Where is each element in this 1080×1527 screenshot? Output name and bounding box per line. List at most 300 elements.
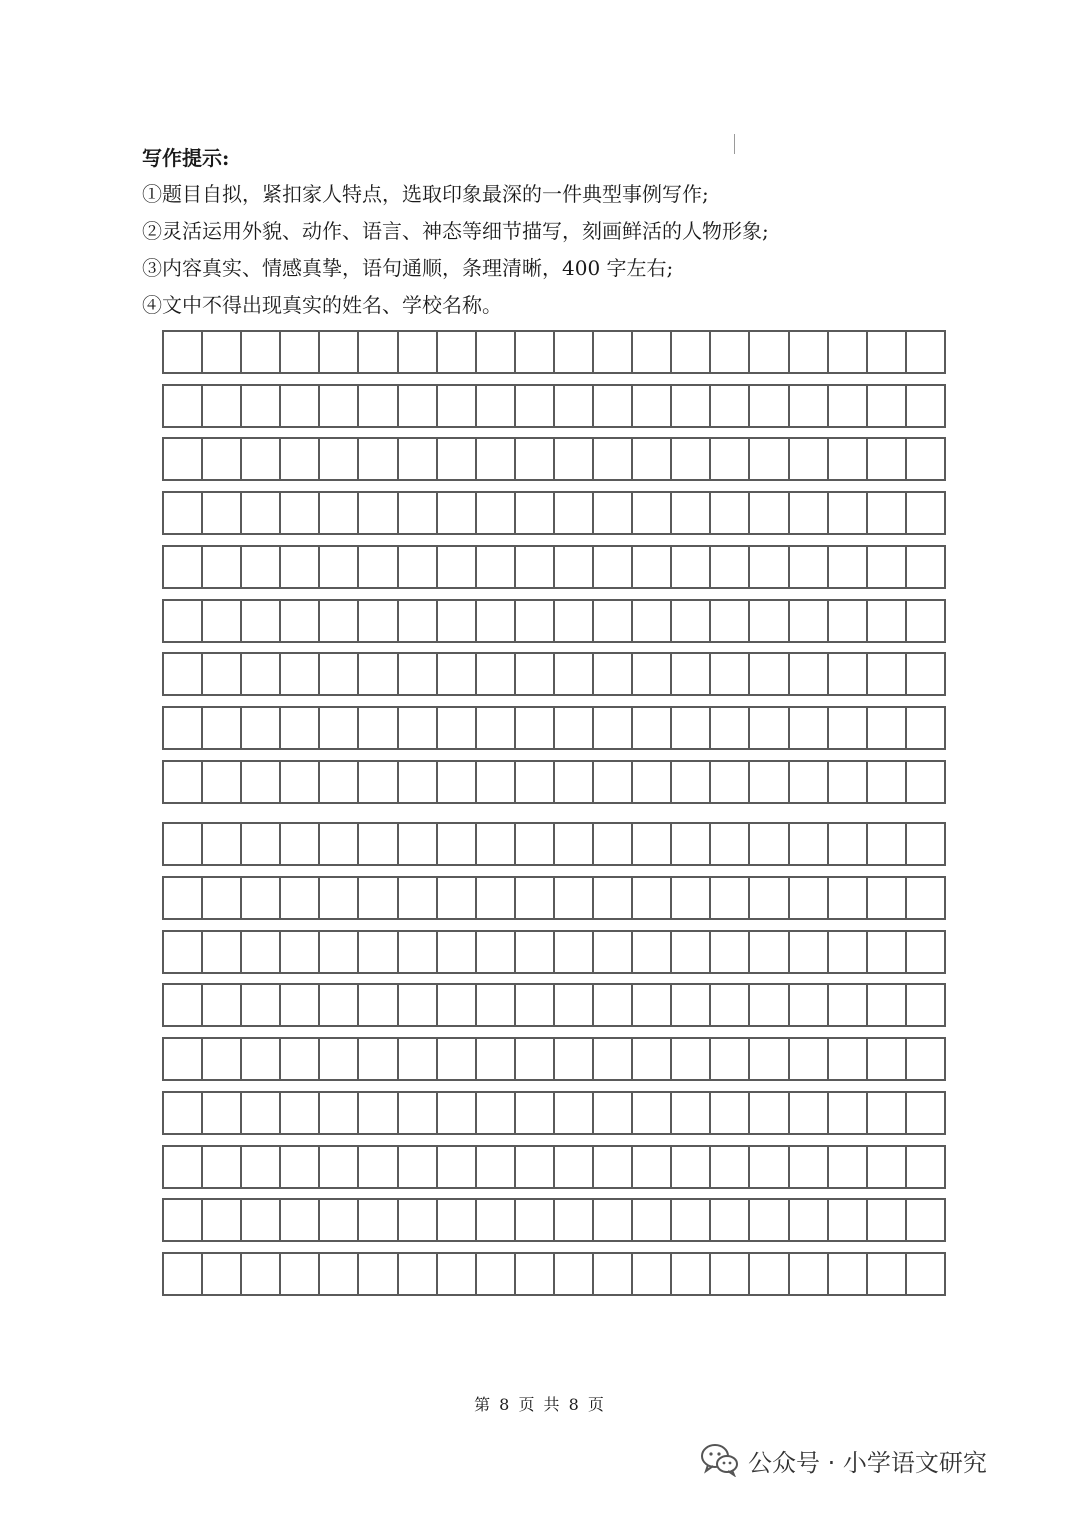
grid-cell[interactable]	[438, 762, 477, 802]
grid-cell[interactable]	[516, 1147, 555, 1187]
grid-cell[interactable]	[516, 654, 555, 694]
grid-cell[interactable]	[829, 493, 868, 533]
grid-cell[interactable]	[203, 824, 242, 864]
grid-cell[interactable]	[164, 985, 203, 1025]
grid-cell[interactable]	[790, 654, 829, 694]
grid-cell[interactable]	[438, 1039, 477, 1079]
grid-cell[interactable]	[320, 493, 359, 533]
grid-cell[interactable]	[829, 932, 868, 972]
grid-cell[interactable]	[594, 493, 633, 533]
grid-cell[interactable]	[399, 439, 438, 479]
grid-cell[interactable]	[203, 708, 242, 748]
grid-cell[interactable]	[399, 1254, 438, 1294]
grid-cell[interactable]	[907, 601, 944, 641]
grid-cell[interactable]	[281, 878, 320, 918]
grid-cell[interactable]	[359, 824, 398, 864]
grid-cell[interactable]	[516, 1093, 555, 1133]
grid-cell[interactable]	[477, 1039, 516, 1079]
grid-cell[interactable]	[790, 439, 829, 479]
grid-cell[interactable]	[399, 932, 438, 972]
grid-cell[interactable]	[164, 1039, 203, 1079]
grid-cell[interactable]	[242, 493, 281, 533]
grid-cell[interactable]	[320, 1039, 359, 1079]
grid-cell[interactable]	[438, 493, 477, 533]
grid-cell[interactable]	[203, 1254, 242, 1294]
grid-cell[interactable]	[203, 439, 242, 479]
grid-cell[interactable]	[516, 386, 555, 426]
grid-cell[interactable]	[790, 1254, 829, 1294]
grid-cell[interactable]	[438, 1254, 477, 1294]
grid-cell[interactable]	[399, 878, 438, 918]
grid-cell[interactable]	[203, 386, 242, 426]
grid-cell[interactable]	[711, 439, 750, 479]
grid-cell[interactable]	[242, 932, 281, 972]
grid-cell[interactable]	[203, 985, 242, 1025]
grid-cell[interactable]	[868, 1200, 907, 1240]
grid-cell[interactable]	[750, 1147, 789, 1187]
grid-cell[interactable]	[164, 601, 203, 641]
grid-cell[interactable]	[242, 762, 281, 802]
grid-cell[interactable]	[477, 332, 516, 372]
grid-cell[interactable]	[672, 439, 711, 479]
grid-cell[interactable]	[320, 1093, 359, 1133]
grid-cell[interactable]	[281, 654, 320, 694]
grid-cell[interactable]	[711, 932, 750, 972]
grid-cell[interactable]	[438, 878, 477, 918]
grid-cell[interactable]	[907, 654, 944, 694]
grid-cell[interactable]	[868, 386, 907, 426]
grid-cell[interactable]	[359, 985, 398, 1025]
grid-cell[interactable]	[242, 654, 281, 694]
grid-cell[interactable]	[711, 332, 750, 372]
grid-cell[interactable]	[281, 1147, 320, 1187]
grid-cell[interactable]	[399, 1039, 438, 1079]
grid-cell[interactable]	[868, 824, 907, 864]
grid-cell[interactable]	[399, 654, 438, 694]
grid-cell[interactable]	[516, 824, 555, 864]
grid-cell[interactable]	[242, 1254, 281, 1294]
grid-cell[interactable]	[164, 762, 203, 802]
grid-cell[interactable]	[320, 332, 359, 372]
grid-cell[interactable]	[477, 601, 516, 641]
grid-cell[interactable]	[672, 654, 711, 694]
grid-cell[interactable]	[359, 1093, 398, 1133]
grid-cell[interactable]	[320, 985, 359, 1025]
grid-cell[interactable]	[359, 878, 398, 918]
grid-cell[interactable]	[399, 386, 438, 426]
grid-cell[interactable]	[555, 1147, 594, 1187]
grid-cell[interactable]	[829, 762, 868, 802]
grid-cell[interactable]	[359, 932, 398, 972]
grid-cell[interactable]	[477, 824, 516, 864]
grid-cell[interactable]	[281, 332, 320, 372]
grid-cell[interactable]	[750, 1254, 789, 1294]
grid-cell[interactable]	[868, 932, 907, 972]
grid-cell[interactable]	[281, 493, 320, 533]
grid-cell[interactable]	[594, 1093, 633, 1133]
grid-cell[interactable]	[829, 708, 868, 748]
grid-cell[interactable]	[438, 439, 477, 479]
grid-cell[interactable]	[829, 1147, 868, 1187]
grid-cell[interactable]	[829, 332, 868, 372]
grid-cell[interactable]	[790, 1039, 829, 1079]
grid-cell[interactable]	[633, 1254, 672, 1294]
grid-cell[interactable]	[790, 601, 829, 641]
grid-cell[interactable]	[477, 985, 516, 1025]
grid-cell[interactable]	[711, 654, 750, 694]
grid-cell[interactable]	[320, 439, 359, 479]
grid-cell[interactable]	[790, 493, 829, 533]
grid-cell[interactable]	[907, 386, 944, 426]
grid-cell[interactable]	[750, 601, 789, 641]
grid-cell[interactable]	[477, 439, 516, 479]
grid-cell[interactable]	[750, 1039, 789, 1079]
grid-cell[interactable]	[750, 878, 789, 918]
grid-cell[interactable]	[829, 601, 868, 641]
grid-cell[interactable]	[790, 1200, 829, 1240]
grid-cell[interactable]	[829, 824, 868, 864]
grid-cell[interactable]	[829, 1200, 868, 1240]
grid-cell[interactable]	[868, 1147, 907, 1187]
grid-cell[interactable]	[320, 654, 359, 694]
grid-cell[interactable]	[829, 386, 868, 426]
grid-cell[interactable]	[320, 547, 359, 587]
grid-cell[interactable]	[320, 1254, 359, 1294]
grid-cell[interactable]	[790, 1147, 829, 1187]
grid-cell[interactable]	[516, 547, 555, 587]
grid-cell[interactable]	[790, 332, 829, 372]
grid-cell[interactable]	[203, 1093, 242, 1133]
grid-cell[interactable]	[399, 493, 438, 533]
grid-cell[interactable]	[750, 985, 789, 1025]
grid-cell[interactable]	[555, 493, 594, 533]
grid-cell[interactable]	[907, 878, 944, 918]
grid-cell[interactable]	[203, 1039, 242, 1079]
grid-cell[interactable]	[829, 1254, 868, 1294]
grid-cell[interactable]	[164, 1093, 203, 1133]
grid-cell[interactable]	[242, 439, 281, 479]
grid-cell[interactable]	[555, 932, 594, 972]
grid-cell[interactable]	[477, 493, 516, 533]
grid-cell[interactable]	[477, 878, 516, 918]
grid-cell[interactable]	[790, 547, 829, 587]
grid-cell[interactable]	[477, 1200, 516, 1240]
grid-cell[interactable]	[750, 932, 789, 972]
grid-cell[interactable]	[750, 824, 789, 864]
grid-cell[interactable]	[477, 547, 516, 587]
grid-cell[interactable]	[281, 932, 320, 972]
grid-cell[interactable]	[281, 1039, 320, 1079]
grid-cell[interactable]	[594, 1147, 633, 1187]
grid-cell[interactable]	[203, 547, 242, 587]
grid-cell[interactable]	[829, 547, 868, 587]
grid-cell[interactable]	[164, 493, 203, 533]
grid-cell[interactable]	[868, 1093, 907, 1133]
grid-cell[interactable]	[203, 1147, 242, 1187]
grid-cell[interactable]	[320, 386, 359, 426]
grid-cell[interactable]	[868, 332, 907, 372]
grid-cell[interactable]	[750, 547, 789, 587]
grid-cell[interactable]	[438, 1093, 477, 1133]
grid-cell[interactable]	[477, 654, 516, 694]
grid-cell[interactable]	[790, 985, 829, 1025]
grid-cell[interactable]	[438, 1200, 477, 1240]
grid-cell[interactable]	[594, 762, 633, 802]
grid-cell[interactable]	[164, 824, 203, 864]
grid-cell[interactable]	[907, 439, 944, 479]
grid-cell[interactable]	[672, 878, 711, 918]
grid-cell[interactable]	[281, 439, 320, 479]
grid-cell[interactable]	[320, 1200, 359, 1240]
grid-cell[interactable]	[516, 1200, 555, 1240]
grid-cell[interactable]	[711, 1200, 750, 1240]
grid-cell[interactable]	[164, 439, 203, 479]
grid-cell[interactable]	[399, 985, 438, 1025]
grid-cell[interactable]	[907, 332, 944, 372]
grid-cell[interactable]	[829, 654, 868, 694]
grid-cell[interactable]	[790, 708, 829, 748]
grid-cell[interactable]	[359, 708, 398, 748]
grid-cell[interactable]	[829, 985, 868, 1025]
grid-cell[interactable]	[868, 762, 907, 802]
grid-cell[interactable]	[672, 985, 711, 1025]
grid-cell[interactable]	[907, 1093, 944, 1133]
grid-cell[interactable]	[555, 1254, 594, 1294]
grid-cell[interactable]	[281, 547, 320, 587]
grid-cell[interactable]	[555, 1093, 594, 1133]
grid-cell[interactable]	[242, 878, 281, 918]
grid-cell[interactable]	[242, 386, 281, 426]
grid-cell[interactable]	[594, 1039, 633, 1079]
grid-cell[interactable]	[633, 601, 672, 641]
grid-cell[interactable]	[907, 1147, 944, 1187]
grid-cell[interactable]	[438, 332, 477, 372]
grid-cell[interactable]	[868, 708, 907, 748]
grid-cell[interactable]	[477, 386, 516, 426]
grid-cell[interactable]	[790, 1093, 829, 1133]
grid-cell[interactable]	[750, 493, 789, 533]
grid-cell[interactable]	[829, 1039, 868, 1079]
grid-cell[interactable]	[164, 708, 203, 748]
grid-cell[interactable]	[203, 654, 242, 694]
grid-cell[interactable]	[359, 386, 398, 426]
grid-cell[interactable]	[164, 547, 203, 587]
grid-cell[interactable]	[790, 824, 829, 864]
grid-cell[interactable]	[711, 1147, 750, 1187]
grid-cell[interactable]	[633, 1147, 672, 1187]
grid-cell[interactable]	[672, 932, 711, 972]
grid-cell[interactable]	[242, 1200, 281, 1240]
grid-cell[interactable]	[829, 878, 868, 918]
grid-cell[interactable]	[790, 878, 829, 918]
grid-cell[interactable]	[203, 762, 242, 802]
grid-cell[interactable]	[829, 439, 868, 479]
grid-cell[interactable]	[399, 708, 438, 748]
grid-cell[interactable]	[516, 1254, 555, 1294]
grid-cell[interactable]	[242, 332, 281, 372]
grid-cell[interactable]	[672, 762, 711, 802]
grid-cell[interactable]	[516, 1039, 555, 1079]
grid-cell[interactable]	[438, 985, 477, 1025]
grid-cell[interactable]	[594, 824, 633, 864]
grid-cell[interactable]	[555, 547, 594, 587]
grid-cell[interactable]	[672, 386, 711, 426]
grid-cell[interactable]	[907, 762, 944, 802]
grid-cell[interactable]	[438, 932, 477, 972]
grid-cell[interactable]	[907, 932, 944, 972]
grid-cell[interactable]	[594, 547, 633, 587]
grid-cell[interactable]	[555, 439, 594, 479]
grid-cell[interactable]	[399, 762, 438, 802]
grid-cell[interactable]	[907, 547, 944, 587]
grid-cell[interactable]	[555, 1039, 594, 1079]
grid-cell[interactable]	[399, 1147, 438, 1187]
grid-cell[interactable]	[359, 547, 398, 587]
grid-cell[interactable]	[868, 547, 907, 587]
grid-cell[interactable]	[203, 332, 242, 372]
grid-cell[interactable]	[711, 824, 750, 864]
grid-cell[interactable]	[633, 1200, 672, 1240]
grid-cell[interactable]	[399, 332, 438, 372]
grid-cell[interactable]	[711, 1093, 750, 1133]
grid-cell[interactable]	[242, 601, 281, 641]
grid-cell[interactable]	[359, 1200, 398, 1240]
grid-cell[interactable]	[477, 762, 516, 802]
grid-cell[interactable]	[320, 932, 359, 972]
grid-cell[interactable]	[164, 1254, 203, 1294]
grid-cell[interactable]	[164, 932, 203, 972]
grid-cell[interactable]	[750, 1093, 789, 1133]
grid-cell[interactable]	[281, 601, 320, 641]
grid-cell[interactable]	[750, 708, 789, 748]
grid-cell[interactable]	[907, 1200, 944, 1240]
grid-cell[interactable]	[594, 601, 633, 641]
grid-cell[interactable]	[594, 878, 633, 918]
grid-cell[interactable]	[594, 708, 633, 748]
grid-cell[interactable]	[750, 654, 789, 694]
grid-cell[interactable]	[242, 708, 281, 748]
grid-cell[interactable]	[711, 386, 750, 426]
grid-cell[interactable]	[516, 708, 555, 748]
grid-cell[interactable]	[868, 878, 907, 918]
grid-cell[interactable]	[868, 601, 907, 641]
grid-cell[interactable]	[438, 601, 477, 641]
grid-cell[interactable]	[555, 708, 594, 748]
grid-cell[interactable]	[711, 878, 750, 918]
grid-cell[interactable]	[868, 1039, 907, 1079]
grid-cell[interactable]	[672, 708, 711, 748]
grid-cell[interactable]	[594, 654, 633, 694]
grid-cell[interactable]	[477, 1254, 516, 1294]
grid-cell[interactable]	[594, 1254, 633, 1294]
grid-cell[interactable]	[594, 332, 633, 372]
grid-cell[interactable]	[438, 1147, 477, 1187]
grid-cell[interactable]	[672, 493, 711, 533]
grid-cell[interactable]	[868, 1254, 907, 1294]
grid-cell[interactable]	[633, 878, 672, 918]
grid-cell[interactable]	[242, 1147, 281, 1187]
grid-cell[interactable]	[516, 985, 555, 1025]
grid-cell[interactable]	[868, 654, 907, 694]
grid-cell[interactable]	[907, 708, 944, 748]
grid-cell[interactable]	[359, 1039, 398, 1079]
grid-cell[interactable]	[672, 332, 711, 372]
grid-cell[interactable]	[399, 1093, 438, 1133]
grid-cell[interactable]	[594, 932, 633, 972]
grid-cell[interactable]	[359, 601, 398, 641]
grid-cell[interactable]	[164, 332, 203, 372]
grid-cell[interactable]	[594, 439, 633, 479]
grid-cell[interactable]	[399, 601, 438, 641]
grid-cell[interactable]	[281, 1093, 320, 1133]
grid-cell[interactable]	[359, 654, 398, 694]
grid-cell[interactable]	[203, 932, 242, 972]
grid-cell[interactable]	[438, 708, 477, 748]
grid-cell[interactable]	[750, 332, 789, 372]
grid-cell[interactable]	[633, 439, 672, 479]
grid-cell[interactable]	[907, 493, 944, 533]
grid-cell[interactable]	[516, 439, 555, 479]
grid-cell[interactable]	[594, 985, 633, 1025]
grid-cell[interactable]	[164, 386, 203, 426]
grid-cell[interactable]	[633, 824, 672, 864]
grid-cell[interactable]	[555, 1200, 594, 1240]
grid-cell[interactable]	[320, 824, 359, 864]
grid-cell[interactable]	[281, 386, 320, 426]
grid-cell[interactable]	[711, 708, 750, 748]
grid-cell[interactable]	[633, 654, 672, 694]
grid-cell[interactable]	[281, 1254, 320, 1294]
grid-cell[interactable]	[516, 932, 555, 972]
grid-cell[interactable]	[711, 1254, 750, 1294]
grid-cell[interactable]	[555, 985, 594, 1025]
grid-cell[interactable]	[750, 1200, 789, 1240]
grid-cell[interactable]	[555, 386, 594, 426]
grid-cell[interactable]	[477, 1147, 516, 1187]
grid-cell[interactable]	[438, 386, 477, 426]
grid-cell[interactable]	[203, 878, 242, 918]
grid-cell[interactable]	[516, 762, 555, 802]
grid-cell[interactable]	[477, 708, 516, 748]
grid-cell[interactable]	[320, 1147, 359, 1187]
grid-cell[interactable]	[868, 439, 907, 479]
grid-cell[interactable]	[359, 493, 398, 533]
grid-cell[interactable]	[242, 547, 281, 587]
grid-cell[interactable]	[711, 601, 750, 641]
grid-cell[interactable]	[907, 1254, 944, 1294]
grid-cell[interactable]	[359, 1147, 398, 1187]
grid-cell[interactable]	[750, 386, 789, 426]
grid-cell[interactable]	[907, 1039, 944, 1079]
grid-cell[interactable]	[555, 332, 594, 372]
grid-cell[interactable]	[438, 547, 477, 587]
grid-cell[interactable]	[438, 654, 477, 694]
grid-cell[interactable]	[359, 332, 398, 372]
grid-cell[interactable]	[750, 439, 789, 479]
grid-cell[interactable]	[399, 1200, 438, 1240]
grid-cell[interactable]	[242, 985, 281, 1025]
grid-cell[interactable]	[516, 878, 555, 918]
grid-cell[interactable]	[829, 1093, 868, 1133]
grid-cell[interactable]	[164, 1200, 203, 1240]
grid-cell[interactable]	[359, 1254, 398, 1294]
grid-cell[interactable]	[242, 824, 281, 864]
grid-cell[interactable]	[633, 386, 672, 426]
grid-cell[interactable]	[672, 1254, 711, 1294]
grid-cell[interactable]	[555, 824, 594, 864]
grid-cell[interactable]	[633, 985, 672, 1025]
grid-cell[interactable]	[711, 547, 750, 587]
